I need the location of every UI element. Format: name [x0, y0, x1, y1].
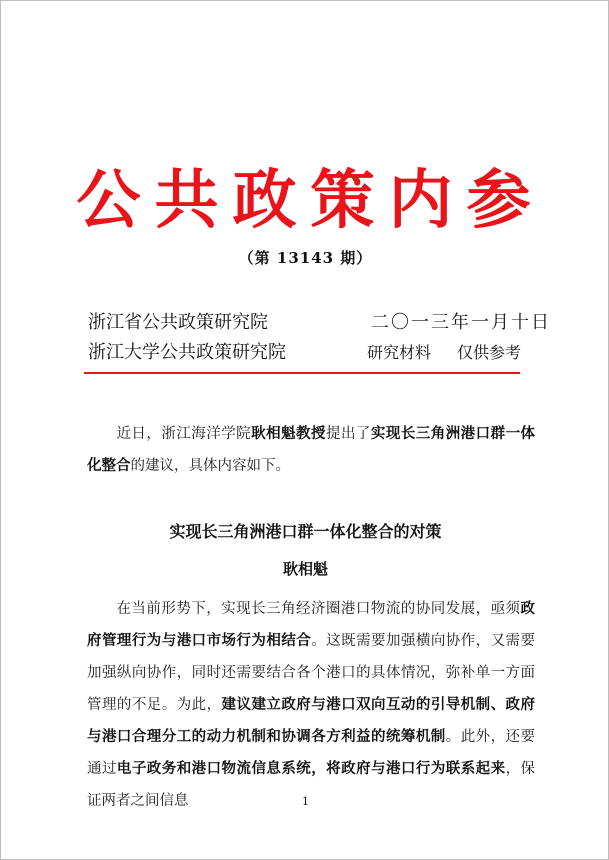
label-research-material: 研究材料 [367, 343, 432, 362]
article-author: 耿相魁 [282, 560, 328, 578]
institute-name-2: 浙江大学公共政策研究院 [88, 342, 286, 363]
body-emphasis-3: 电子政务和港口物流信息系统，将政府与港口行为联系起来 [116, 760, 506, 777]
masthead-title: 公共政策内参 [76, 163, 545, 238]
header-divider [84, 372, 520, 374]
intro-text-1: 近日，浙江海洋学院 [116, 426, 252, 442]
intro-paragraph [87, 418, 535, 482]
page-number: 1 [302, 795, 309, 808]
body-text-2: 。这既需要加强横向协作，又需要加强纵向协作，同时还需要结合各个港口的具体情况，弥补单一方面管理的不足。为此， [87, 633, 536, 713]
body-emphasis-1: 政府管理行为与港口市场行为相结合 [87, 600, 535, 649]
body-paragraph [87, 593, 535, 817]
intro-text-3: 的建议，具体内容如下。 [130, 458, 290, 474]
intro-topic-emphasis: 实现长三角洲港口群一体化整合 [87, 425, 536, 474]
label-reference-only: 仅供参考 [457, 343, 522, 362]
body-text-1: 在当前形势下，实现长三角经济圈港口物流的协同发展，亟须 [116, 601, 521, 617]
body-text-4: ，保证两者之间信息 [87, 761, 536, 809]
body-text-3: 。此外，还要通过 [87, 729, 536, 777]
issue-number: （第 13143 期） [238, 249, 373, 267]
intro-author-emphasis: 耿相魁教授 [251, 425, 326, 442]
body-emphasis-2: 建议建立政府与港口双向互动的引导机制、政府与港口合理分工的动力机制和协调各方利益的统筹机制 [87, 696, 536, 745]
institute-name-1: 浙江省公共政策研究院 [88, 312, 268, 333]
classification-labels [367, 341, 521, 365]
intro-text-2: 提出了 [325, 426, 371, 442]
issue-date: 二〇一三年一月十日 [371, 312, 551, 333]
article-title: 实现长三角洲港口群一体化整合的对策 [169, 522, 442, 541]
